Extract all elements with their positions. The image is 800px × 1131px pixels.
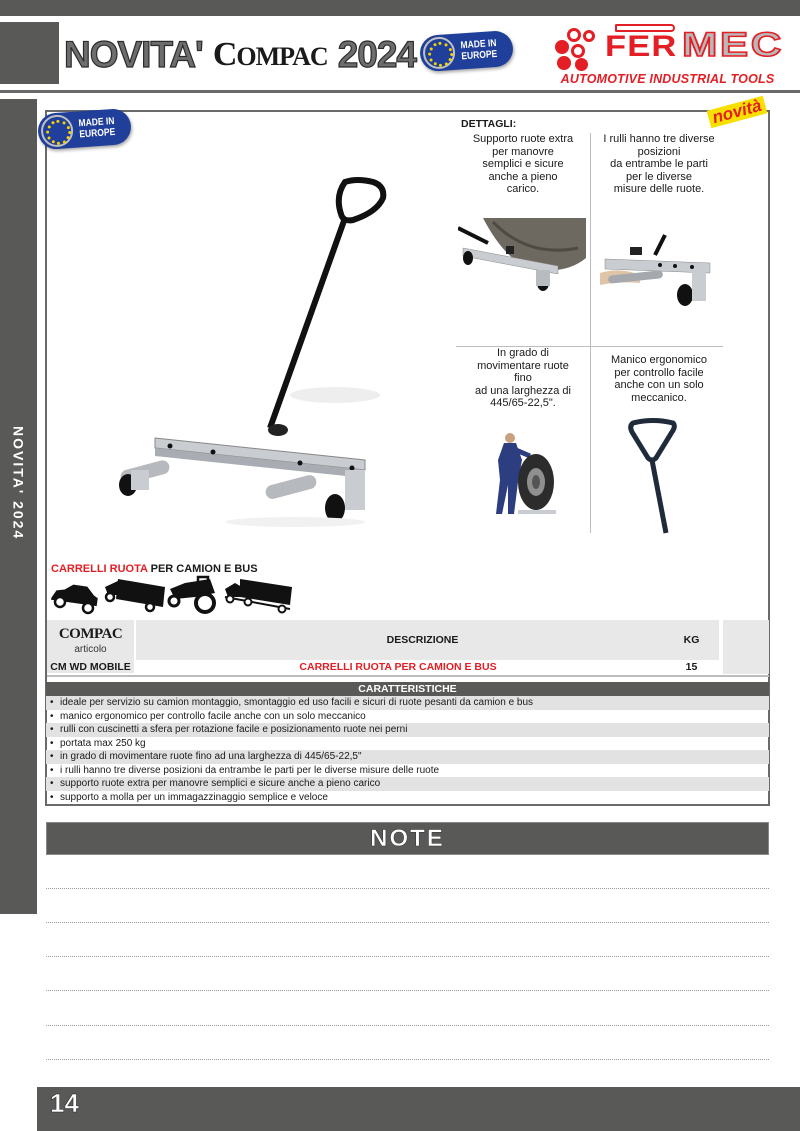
made-in-europe-badge: MADE IN EUROPE: [419, 30, 515, 72]
title-year: 2024: [337, 34, 416, 75]
article-header: COMPAC articolo: [47, 620, 134, 660]
feature-item: • rulli con cuscinetti a sfera per rotazione facile e posizionamento ruote nei perni: [46, 723, 769, 737]
note-line[interactable]: [46, 990, 769, 991]
detail-photo-roller-adjust: [600, 233, 715, 313]
note-line[interactable]: [46, 1059, 769, 1060]
top-bar: [0, 0, 800, 16]
title-prefix: NOVITA': [64, 34, 203, 75]
detail-roller-positions: I rulli hanno tre diverse posizioni da entrambe le parti per le diverse misure delle ruote.: [603, 133, 715, 195]
feature-item: • in grado di movimentare ruote fino ad una larghezza di 445/65-22,5": [46, 750, 769, 764]
feature-item: • ideale per servizio su camion montaggio, smontaggio ed uso facili e sicuri di ruote pesanti da camion e bus: [46, 696, 769, 710]
spec-table: [47, 620, 721, 675]
novita-badge: novità: [707, 96, 768, 128]
note-line[interactable]: [46, 888, 769, 889]
eu-flag-icon: [40, 114, 74, 148]
wheel-dolly-image: [95, 170, 395, 530]
details-divider-vertical: [590, 133, 591, 533]
feature-item: • supporto ruote extra per manovre semplici e sicure anche a pieno carico: [46, 777, 769, 791]
detail-photo-extra-support: [458, 218, 586, 298]
header-divider: [0, 90, 800, 93]
company-tagline: AUTOMOTIVE INDUSTRIAL TOOLS: [560, 72, 775, 86]
detail-ergonomic-handle: Manico ergonomico per controllo facile anche con un solo meccanico.: [611, 354, 707, 404]
feature-item: • supporto a molla per un immagazzinaggio semplice e veloce: [50, 791, 328, 803]
detail-extra-support: Supporto ruote extra per manovre semplici e sicure anche a pieno carico.: [472, 133, 574, 195]
feature-item: • i rulli hanno tre diverse posizioni da entrambe le parti per le diverse misure delle ruote: [50, 764, 440, 776]
vehicle-icons: [50, 575, 295, 615]
lorry-icon: [225, 579, 292, 613]
details-title: DETTAGLI:: [461, 118, 517, 130]
features-list: [46, 682, 769, 804]
note-line[interactable]: [46, 922, 769, 923]
page-number: 14: [50, 1088, 79, 1118]
feature-item: • portata max 250 kg: [50, 737, 146, 749]
table-row-article: CM WD MOBILE: [47, 660, 134, 673]
table-divider: [47, 675, 769, 677]
note-line[interactable]: [46, 1025, 769, 1026]
side-label: NOVITA' 2024: [10, 426, 27, 541]
table-row-weight: 15: [685, 660, 698, 673]
detail-photo-handle: [628, 418, 678, 536]
footer-bar: [37, 1087, 800, 1131]
description-header: DESCRIZIONE: [136, 620, 709, 660]
table-row-description: CARRELLI RUOTA PER CAMION E BUS: [299, 660, 497, 673]
header-square: [0, 22, 59, 84]
feature-item: • manico ergonomico per controllo facile anche con un solo meccanico: [50, 710, 366, 722]
notes-header: NOTE: [46, 822, 769, 855]
detail-photo-mechanic: [488, 430, 558, 520]
compac-logo: C OMPAC: [212, 36, 328, 73]
truck-icon: [105, 579, 165, 611]
eu-flag-icon: [422, 36, 456, 70]
detail-wheel-size: In grado di movimentare ruote fino ad una larghezza di 445/65-22,5".: [474, 347, 571, 409]
compac-logo-small: COMPAC: [58, 625, 123, 642]
blank-header-cell: [723, 620, 769, 674]
category-title: CARRELLI RUOTA PER CAMION E BUS: [51, 563, 258, 575]
car-icon: [51, 582, 99, 613]
fermec-logo: FER MEC AUTOMOTIVE INDUSTRIAL TOOLS: [555, 22, 780, 88]
tool-bits-icon: [555, 26, 605, 70]
tractor-icon: [169, 577, 215, 612]
weight-header: KG: [664, 620, 719, 660]
made-in-europe-badge: MADE IN EUROPE: [37, 108, 133, 150]
note-line[interactable]: [46, 956, 769, 957]
page-title: [64, 30, 416, 80]
features-title: CARATTERISTICHE: [46, 682, 769, 696]
